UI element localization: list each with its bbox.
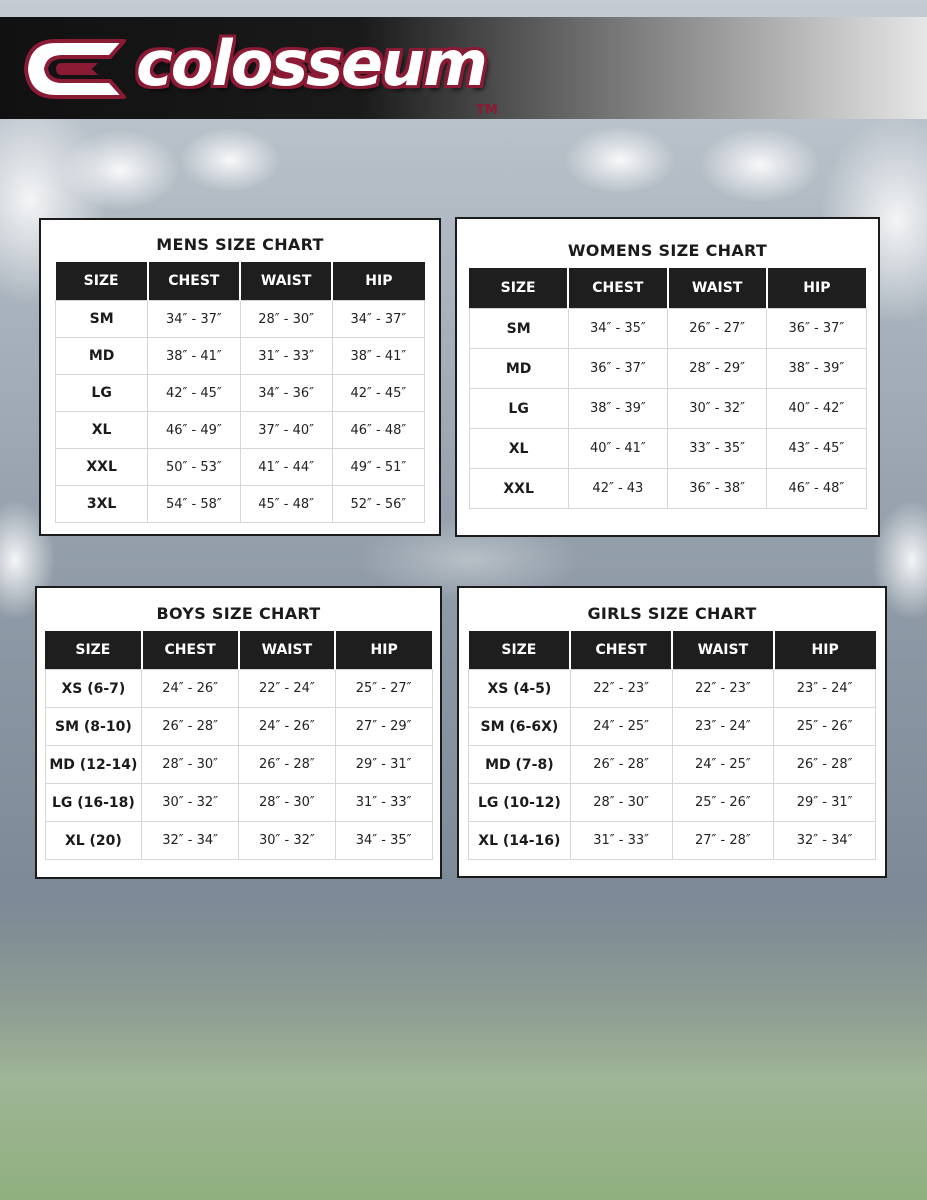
brand-header: [0, 17, 927, 119]
measurement-waist: 34″ - 36″: [240, 375, 332, 412]
measurement-waist: 33″ - 35″: [668, 429, 767, 469]
column-header-hip: HIP: [332, 262, 424, 301]
measurement-hip: 32″ - 34″: [774, 822, 876, 860]
measurement-waist: 22″ - 24″: [239, 670, 336, 708]
colosseum-logo-icon: [22, 37, 128, 101]
womens-size-chart: [455, 217, 880, 537]
size-label: XL: [469, 429, 568, 469]
measurement-hip: 23″ - 24″: [774, 670, 876, 708]
measurement-waist: 45″ - 48″: [240, 486, 332, 523]
table-row: [56, 301, 425, 338]
measurement-waist: 36″ - 38″: [668, 469, 767, 509]
measurement-hip: 29″ - 31″: [774, 784, 876, 822]
measurement-hip: 25″ - 26″: [774, 708, 876, 746]
measurement-waist: 37″ - 40″: [240, 412, 332, 449]
table-row: [45, 822, 432, 860]
size-label: XS (4-5): [469, 670, 571, 708]
size-label: 3XL: [56, 486, 148, 523]
size-table: [45, 631, 433, 860]
measurement-chest: 26″ - 28″: [570, 746, 672, 784]
boys-size-chart: [35, 586, 442, 879]
size-label: XXL: [56, 449, 148, 486]
column-header-chest: CHEST: [570, 631, 672, 670]
measurement-waist: 27″ - 28″: [672, 822, 774, 860]
table-row: [56, 412, 425, 449]
size-label: MD (12-14): [45, 746, 142, 784]
size-label: MD: [469, 349, 568, 389]
size-label: LG: [56, 375, 148, 412]
size-label: MD: [56, 338, 148, 375]
measurement-chest: 42″ - 45″: [148, 375, 240, 412]
size-label: LG (10-12): [469, 784, 571, 822]
column-header-size: SIZE: [45, 631, 142, 670]
size-label: XL (20): [45, 822, 142, 860]
measurement-chest: 26″ - 28″: [142, 708, 239, 746]
measurement-hip: 25″ - 27″: [335, 670, 432, 708]
column-header-waist: WAIST: [668, 268, 767, 309]
measurement-hip: 40″ - 42″: [767, 389, 866, 429]
size-label: SM: [56, 301, 148, 338]
measurement-waist: 30″ - 32″: [239, 822, 336, 860]
measurement-chest: 46″ - 49″: [148, 412, 240, 449]
light-flare: [180, 128, 280, 192]
mens-size-chart: [39, 218, 441, 536]
measurement-waist: 31″ - 33″: [240, 338, 332, 375]
column-header-waist: WAIST: [239, 631, 336, 670]
table-row: [45, 746, 432, 784]
measurement-chest: 30″ - 32″: [142, 784, 239, 822]
table-row: [56, 375, 425, 412]
size-label: LG: [469, 389, 568, 429]
measurement-hip: 43″ - 45″: [767, 429, 866, 469]
table-row: [56, 338, 425, 375]
measurement-hip: 49″ - 51″: [332, 449, 424, 486]
light-flare: [700, 127, 820, 203]
column-header-chest: CHEST: [568, 268, 667, 309]
column-header-hip: HIP: [335, 631, 432, 670]
size-label: LG (16-18): [45, 784, 142, 822]
table-row: [469, 784, 876, 822]
column-header-size: SIZE: [469, 268, 568, 309]
column-header-waist: WAIST: [240, 262, 332, 301]
table-row: [45, 784, 432, 822]
column-header-chest: CHEST: [148, 262, 240, 301]
size-label: XXL: [469, 469, 568, 509]
measurement-chest: 38″ - 41″: [148, 338, 240, 375]
measurement-hip: 27″ - 29″: [335, 708, 432, 746]
table-row: [469, 746, 876, 784]
chart-title: BOYS SIZE CHART: [156, 604, 321, 623]
table-row: [469, 429, 866, 469]
measurement-chest: 38″ - 39″: [568, 389, 667, 429]
measurement-waist: 26″ - 28″: [239, 746, 336, 784]
measurement-waist: 28″ - 29″: [668, 349, 767, 389]
size-label: SM (8-10): [45, 708, 142, 746]
measurement-chest: 54″ - 58″: [148, 486, 240, 523]
measurement-hip: 38″ - 39″: [767, 349, 866, 389]
size-label: MD (7-8): [469, 746, 571, 784]
size-table: [469, 268, 867, 509]
measurement-waist: 26″ - 27″: [668, 309, 767, 349]
table-row: [45, 670, 432, 708]
measurement-chest: 50″ - 53″: [148, 449, 240, 486]
table-row: [469, 708, 876, 746]
column-header-size: SIZE: [469, 631, 571, 670]
column-header-hip: HIP: [774, 631, 876, 670]
measurement-hip: 31″ - 33″: [335, 784, 432, 822]
light-flare: [565, 126, 675, 194]
table-header-row: [45, 631, 432, 670]
measurement-waist: 23″ - 24″: [672, 708, 774, 746]
table-header-row: [56, 262, 425, 301]
size-label: SM (6-6X): [469, 708, 571, 746]
size-label: SM: [469, 309, 568, 349]
column-header-hip: HIP: [767, 268, 866, 309]
measurement-hip: 42″ - 45″: [332, 375, 424, 412]
table-row: [469, 389, 866, 429]
measurement-chest: 42″ - 43: [568, 469, 667, 509]
size-table: [55, 262, 425, 523]
measurement-waist: 28″ - 30″: [240, 301, 332, 338]
measurement-chest: 24″ - 25″: [570, 708, 672, 746]
measurement-chest: 36″ - 37″: [568, 349, 667, 389]
table-row: [56, 449, 425, 486]
measurement-waist: 22″ - 23″: [672, 670, 774, 708]
measurement-chest: 28″ - 30″: [142, 746, 239, 784]
table-row: [469, 670, 876, 708]
column-header-chest: CHEST: [142, 631, 239, 670]
measurement-waist: 41″ - 44″: [240, 449, 332, 486]
measurement-chest: 32″ - 34″: [142, 822, 239, 860]
size-label: XL (14-16): [469, 822, 571, 860]
measurement-waist: 24″ - 25″: [672, 746, 774, 784]
measurement-hip: 46″ - 48″: [332, 412, 424, 449]
measurement-hip: 34″ - 35″: [335, 822, 432, 860]
measurement-chest: 34″ - 35″: [568, 309, 667, 349]
measurement-hip: 34″ - 37″: [332, 301, 424, 338]
table-header-row: [469, 268, 866, 309]
chart-title: MENS SIZE CHART: [156, 235, 324, 254]
table-row: [45, 708, 432, 746]
measurement-hip: 29″ - 31″: [335, 746, 432, 784]
size-label: XS (6-7): [45, 670, 142, 708]
measurement-waist: 28″ - 30″: [239, 784, 336, 822]
girls-size-chart: [457, 586, 887, 878]
table-row: [469, 349, 866, 389]
table-header-row: [469, 631, 876, 670]
brand-wordmark: colosseum: [136, 27, 486, 100]
table-row: [469, 309, 866, 349]
column-header-waist: WAIST: [672, 631, 774, 670]
chart-title: WOMENS SIZE CHART: [567, 241, 768, 260]
measurement-waist: 25″ - 26″: [672, 784, 774, 822]
table-row: [469, 822, 876, 860]
measurement-hip: 52″ - 56″: [332, 486, 424, 523]
measurement-hip: 36″ - 37″: [767, 309, 866, 349]
measurement-chest: 40″ - 41″: [568, 429, 667, 469]
measurement-chest: 31″ - 33″: [570, 822, 672, 860]
measurement-chest: 22″ - 23″: [570, 670, 672, 708]
measurement-hip: 26″ - 28″: [774, 746, 876, 784]
measurement-hip: 46″ - 48″: [767, 469, 866, 509]
measurement-chest: 28″ - 30″: [570, 784, 672, 822]
light-flare: [60, 130, 180, 210]
measurement-chest: 24″ - 26″: [142, 670, 239, 708]
measurement-chest: 34″ - 37″: [148, 301, 240, 338]
size-label: XL: [56, 412, 148, 449]
size-table: [468, 631, 876, 860]
chart-title: GIRLS SIZE CHART: [587, 604, 757, 623]
table-row: [469, 469, 866, 509]
measurement-waist: 30″ - 32″: [668, 389, 767, 429]
table-row: [56, 486, 425, 523]
measurement-waist: 24″ - 26″: [239, 708, 336, 746]
column-header-size: SIZE: [56, 262, 148, 301]
measurement-hip: 38″ - 41″: [332, 338, 424, 375]
trademark-symbol: TM: [476, 103, 498, 118]
